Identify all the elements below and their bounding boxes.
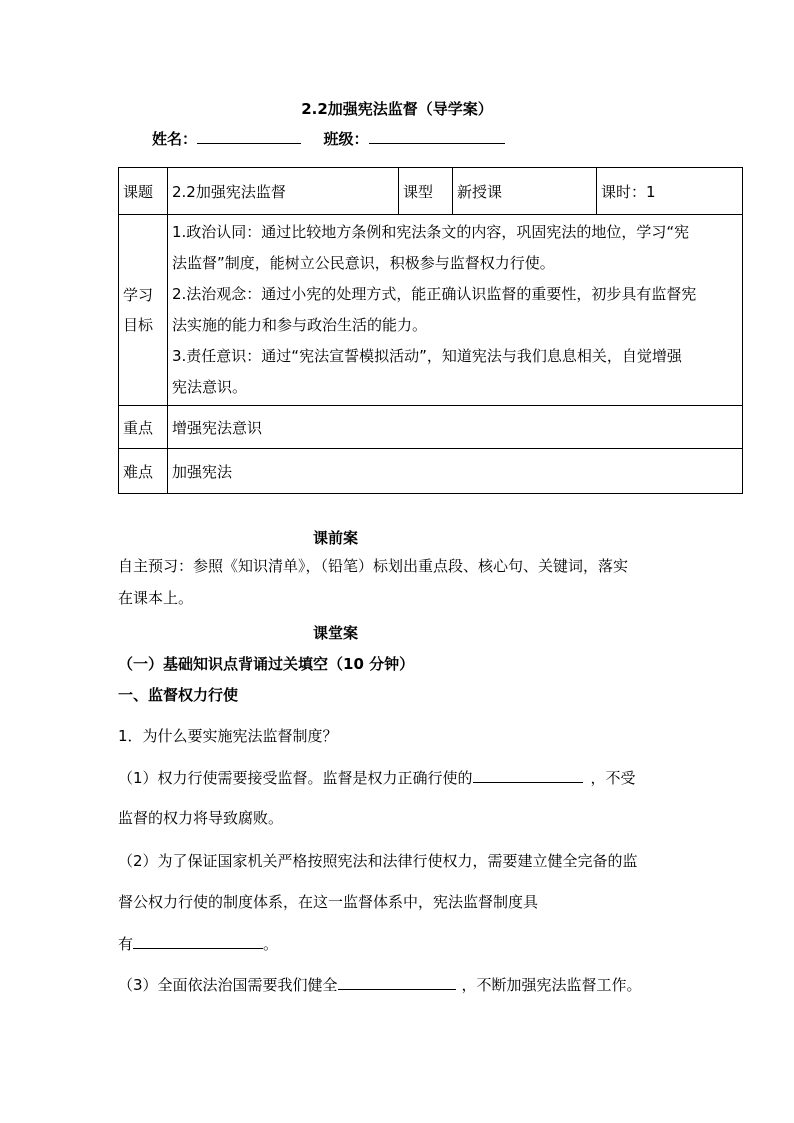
answer-2-blank[interactable] <box>133 934 263 949</box>
lesson-info-table <box>118 167 743 494</box>
goal-line: 2.法治观念：通过小宪的处理方式，能正确认识监督的重要性，初步具有监督宪 <box>172 285 697 303</box>
goal-line: 3.责任意识：通过“宪法宣誓模拟活动”，知道宪法与我们息息相关，自觉增强 <box>172 347 682 365</box>
answer-2-line-3: 有 。 <box>118 935 279 953</box>
answer-2-line-2: 督公权力行使的制度体系，在这一监督体系中，宪法监督制度具 <box>118 893 539 911</box>
goals-content <box>168 215 743 406</box>
page-title: 2.2加强宪法监督（导学案） <box>301 100 493 118</box>
answer-3-line-1: （3）全面依法治国需要我们健全 ，不断加强宪法监督工作。 <box>118 976 642 994</box>
class-label: 班级： <box>323 130 369 148</box>
name-blank[interactable] <box>197 129 301 144</box>
topic-row <box>119 168 743 215</box>
goal-line: 法实施的能力和参与政治生活的能力。 <box>172 316 428 334</box>
pre-class-heading: 课前案 <box>313 529 359 547</box>
answer-1-line-1: （1）权力行使需要接受监督。监督是权力正确行使的 ，不受 <box>118 769 636 787</box>
answer-2-line-1: （2）为了保证国家机关严格按照宪法和法律行使权力，需要建立健全完备的监 <box>118 852 638 870</box>
topic-label: 课题 <box>119 168 168 215</box>
goals-label: 学习 目标 <box>119 215 168 406</box>
name-label: 姓名： <box>152 130 198 148</box>
in-class-heading: 课堂案 <box>313 624 359 642</box>
topic-value: 2.2加强宪法监督 <box>168 168 399 215</box>
key-value: 增强宪法意识 <box>168 406 743 449</box>
pre-class-line-2: 在课本上。 <box>118 589 194 607</box>
type-value: 新授课 <box>453 168 597 215</box>
key-label: 重点 <box>119 406 168 449</box>
difficulty-row <box>119 449 743 494</box>
type-label: 课型 <box>399 168 453 215</box>
difficulty-label: 难点 <box>119 449 168 494</box>
key-row <box>119 406 743 449</box>
name-class-row <box>152 128 505 149</box>
difficulty-value: 加强宪法 <box>168 449 743 494</box>
goals-row <box>119 215 743 406</box>
answer-3-blank[interactable] <box>338 975 456 990</box>
class-blank[interactable] <box>369 129 505 144</box>
answer-1-blank[interactable] <box>473 768 583 783</box>
hours-value: 课时：1 <box>597 168 743 215</box>
answer-1-line-2: 监督的权力将导致腐败。 <box>118 809 284 827</box>
goal-line: 法监督”制度，能树立公民意识，积极参与监督权力行使。 <box>172 254 555 272</box>
in-class-subheading: （一）基础知识点背诵过关填空（10 分钟） <box>118 655 415 673</box>
goal-line: 宪法意识。 <box>172 378 248 396</box>
section-heading: 一、监督权力行使 <box>118 686 239 704</box>
pre-class-line-1: 自主预习：参照《知识清单》，（铅笔）标划出重点段、核心句、关键词，落实 <box>118 557 629 575</box>
goal-line: 1.政治认同：通过比较地方条例和宪法条文的内容，巩固宪法的地位，学习“宪 <box>172 223 690 241</box>
question-1: 1．为什么要实施宪法监督制度？ <box>118 727 338 745</box>
